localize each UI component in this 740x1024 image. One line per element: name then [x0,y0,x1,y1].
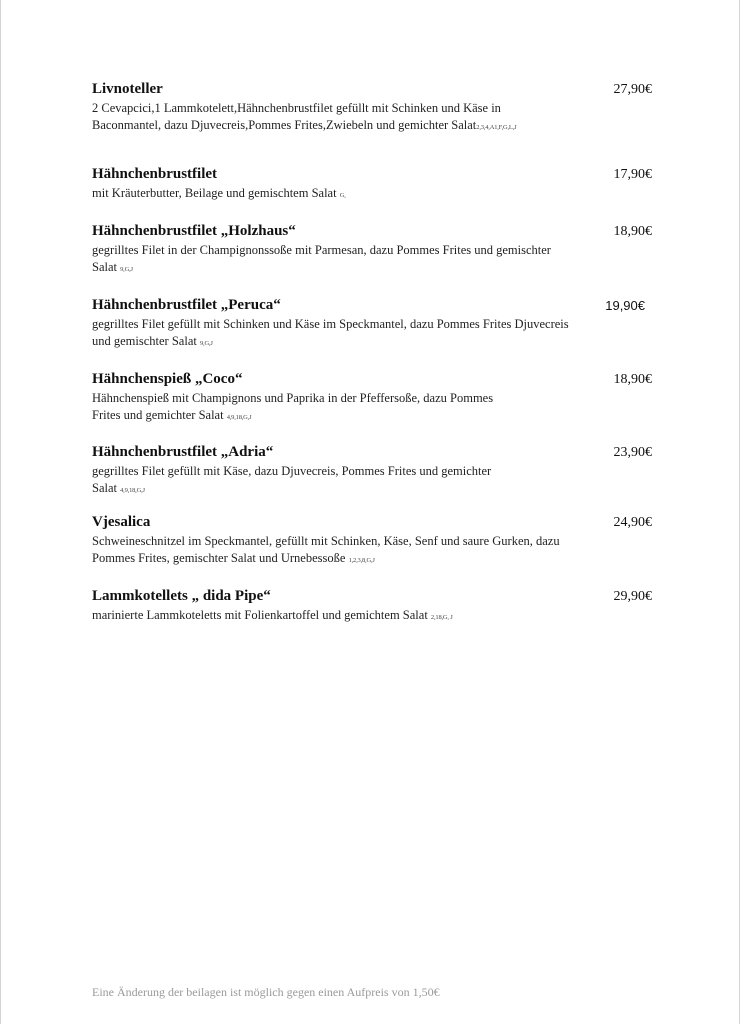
dish-price: 29,90€ [613,589,652,604]
dish-name: Livnoteller [92,81,163,97]
allergen-codes: 2,18,G, J [430,614,453,621]
dish-description: Hähnchenspieß mit Champignons und Paprika in der Pfeffersoße, dazu Pommes Frites und gemichter Salat 4,9,18,G,J [92,391,494,422]
dish-description: Schweineschnitzel im Speckmantel, gefüllt mit Schinken, Käse, Senf und saure Gurken, dazu Pommes Frites, gemischter Salat und Urnebessoße 1,2,3,8,G,J [92,534,560,565]
dish-description: marinierte Lammkoteletts mit Folienkartoffel und gemichtem Salat 2,18,G, J [92,608,453,622]
allergen-codes: 4,9,18,G,J [226,414,252,421]
dish-name: Hähnchenspieß „Coco“ [92,371,243,387]
menu-item [92,296,652,352]
menu-item [92,443,652,499]
dish-name: Hähnchenbrustfilet „Peruca“ [92,297,281,313]
allergen-codes: 9,G,J [120,266,133,273]
allergen-codes: 9,G,J [199,340,213,347]
dish-description: gegrilltes Filet gefüllt mit Schinken und Käse im Speckmantel, dazu Pommes Frites Djuvecreis und gemischter Salat 9,G,J [92,317,569,348]
menu-item [92,513,652,569]
allergen-codes: 1,2,3,8,G,J [348,557,375,564]
dish-price: 27,90€ [613,82,652,97]
dish-description: 2 Cevapcici,1 Lammkotelett,Hähnchenbrustfilet gefüllt mit Schinken und Käse in Baconmantel, dazu Djuvecreis,Pommes Frites,Zwiebeln und gemichter Salat2,3,4,A1,F,G,L,J [92,101,517,132]
allergen-codes: 2,3,4,A1,F,G,L,J [476,124,517,131]
menu-item [92,80,652,136]
dish-price: 24,90€ [613,515,652,530]
dish-price: 18,90€ [613,372,652,387]
dish-price: 19,90€ [605,298,645,313]
dish-name: Lammkotellets „ dida Pipe“ [92,588,271,604]
dish-description: gegrilltes Filet gefüllt mit Käse, dazu Djuvecreis, Pommes Frites und gemichter Salat 4,9,18,G,J [92,464,492,495]
dish-name: Hähnchenbrustfilet „Holzhaus“ [92,223,296,239]
dish-name: Vjesalica [92,514,151,530]
menu-item [92,370,652,426]
allergen-codes: G, [339,192,346,199]
menu-item [92,587,652,626]
footer-note: Eine Änderung der beilagen ist möglich gegen einen Aufpreis von 1,50€ [92,985,440,999]
dish-name: Hähnchenbrustfilet [92,166,218,182]
dish-description: gegrilltes Filet in der Champignonssoße mit Parmesan, dazu Pommes Frites und gemischter Salat 9,G,J [92,243,551,274]
dish-price: 17,90€ [613,167,652,182]
dish-price: 18,90€ [613,224,652,239]
dish-price: 23,90€ [613,445,652,460]
allergen-codes: 4,9,18,G,J [120,487,145,494]
menu-item [92,222,652,278]
dish-name: Hähnchenbrustfilet „Adria“ [92,444,274,460]
menu-item [92,165,652,204]
dish-description: mit Kräuterbutter, Beilage und gemischtem Salat G, [92,186,346,200]
